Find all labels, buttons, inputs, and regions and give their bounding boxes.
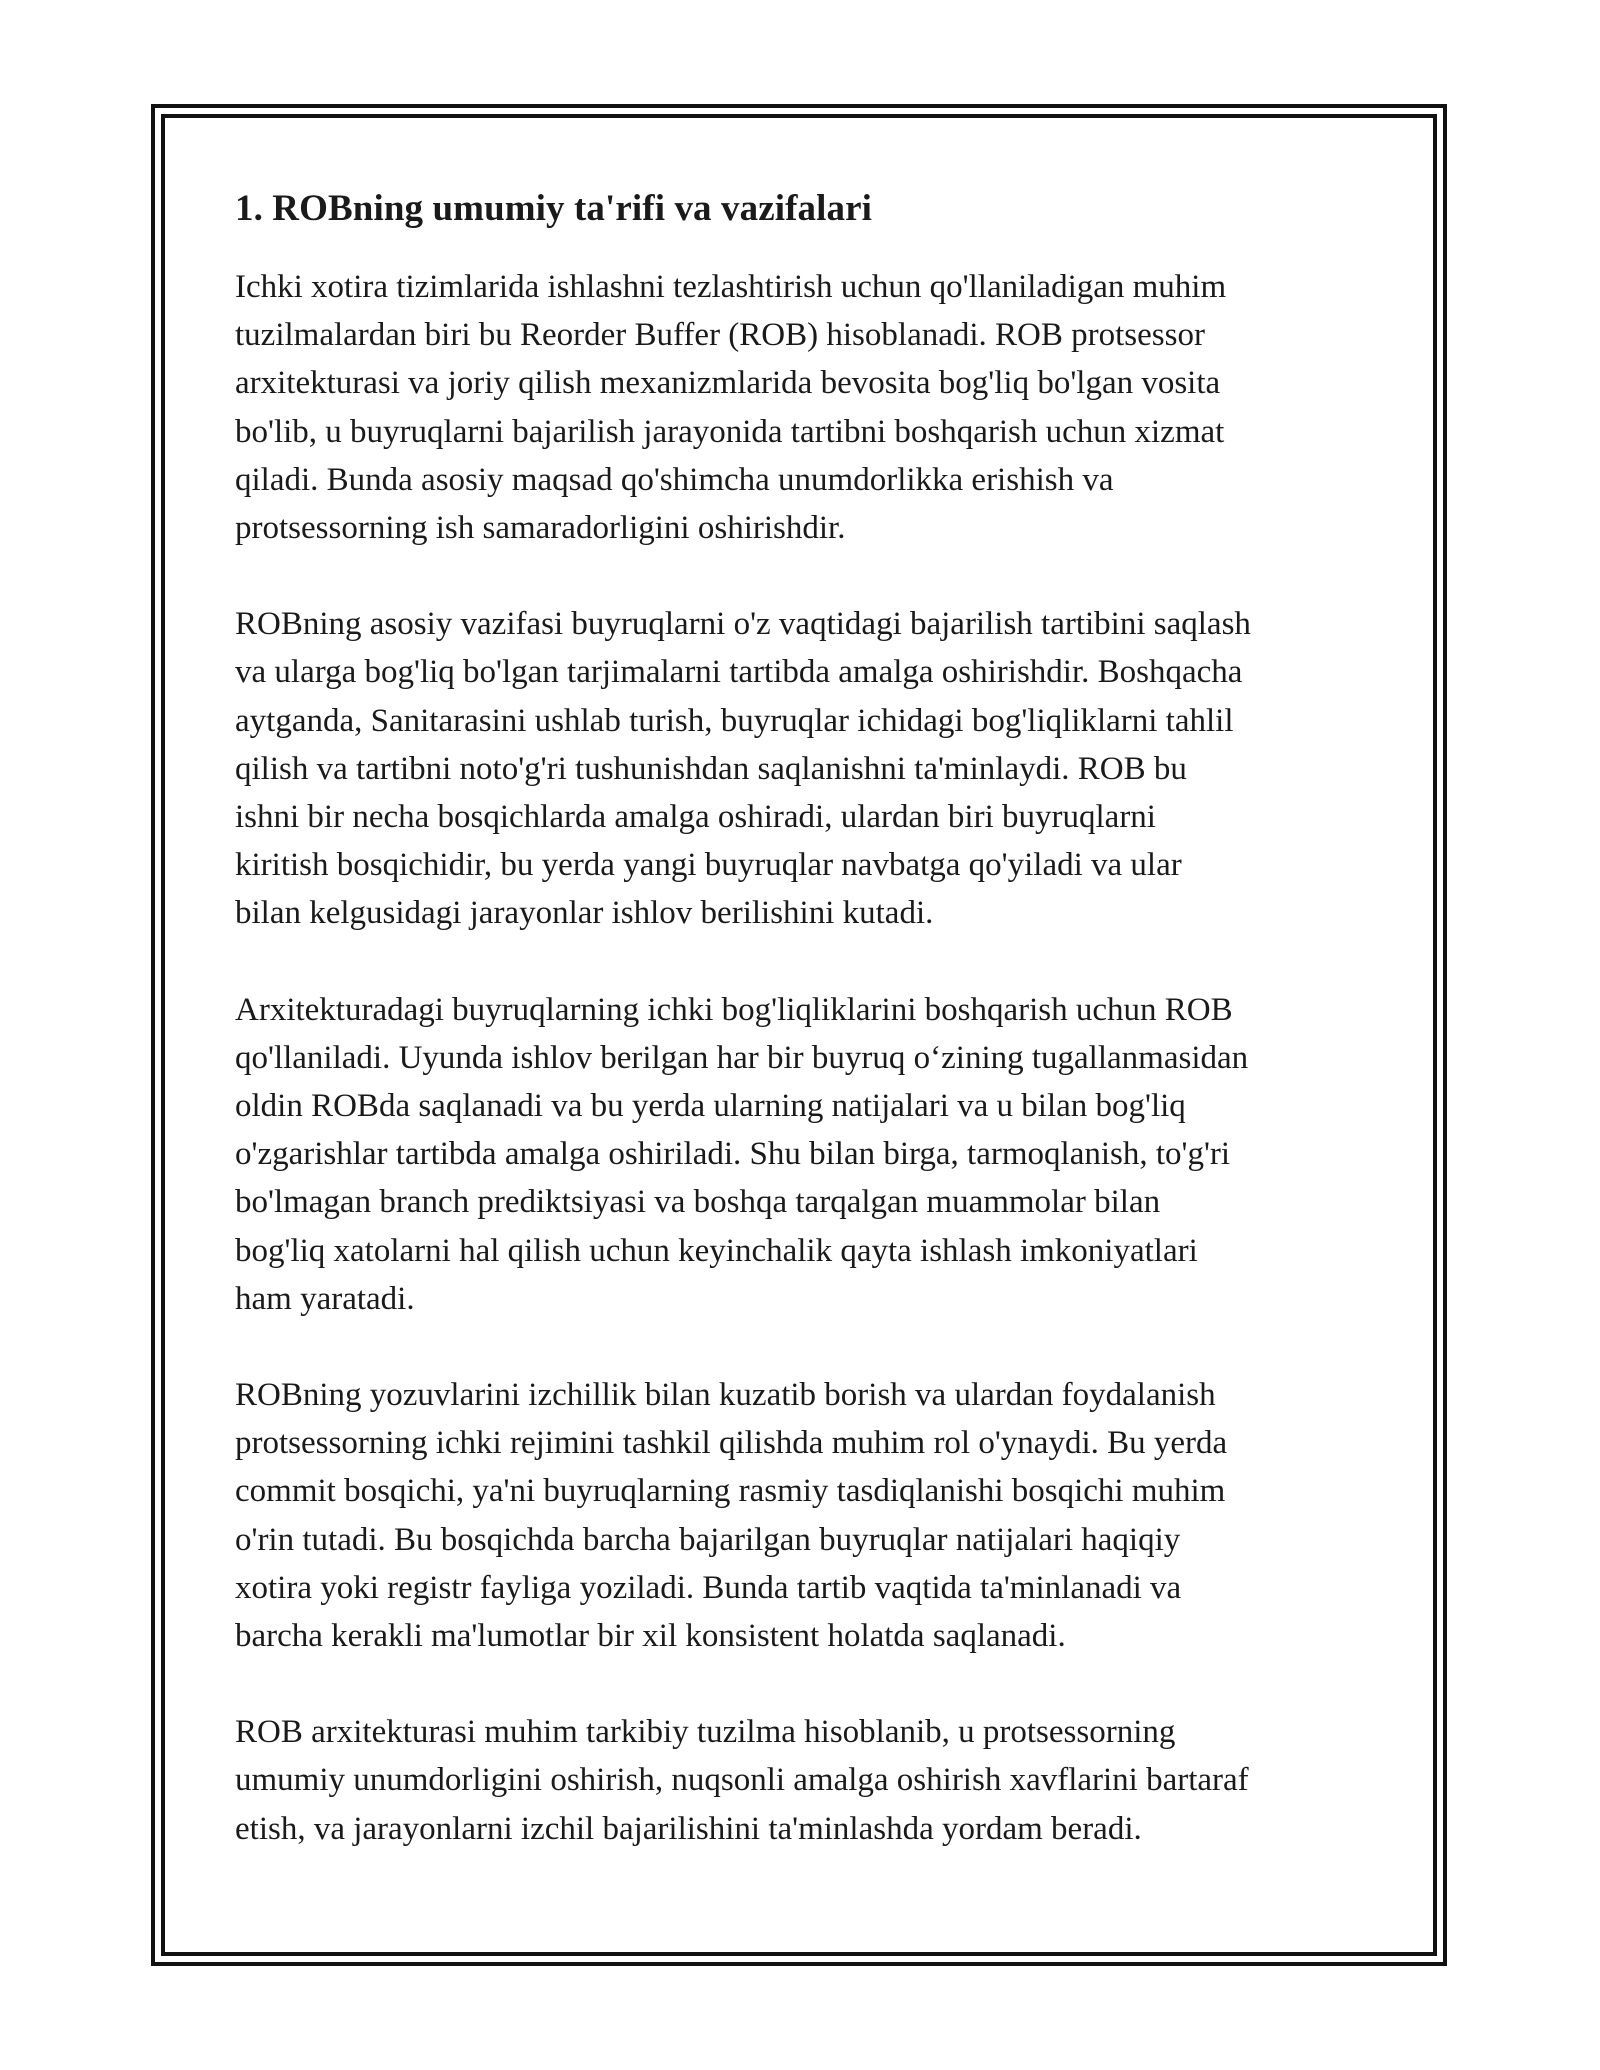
text-line: Ichki xotira tizimlarida ishlashni tezlashtirish uchun qo'llaniladigan muhim — [235, 269, 1227, 305]
text-line: ROBning asosiy vazifasi buyruqlarni o'z vaqtidagi bajarilish tartibini saqlash — [235, 606, 1251, 643]
text-line: protsessorning ish samaradorligini oshirishdir. — [235, 510, 846, 547]
text-line: ishni bir necha bosqichlarda amalga oshiradi, ulardan biri buyruqlarni — [235, 799, 1156, 836]
text-line: ham yaratadi. — [235, 1280, 415, 1317]
document-body — [235, 185, 1375, 1853]
text-line: bo'lmagan branch prediktsiyasi va boshqa tarqalgan muammolar bilan — [235, 1184, 1161, 1221]
text-line: qo'llaniladi. Uyunda ishlov berilgan har bir buyruq o‘zining tugallanmasidan — [235, 1039, 1249, 1076]
text-line: etish, va jarayonlarni izchil bajarilishini ta'minlashda yordam beradi. — [235, 1810, 1142, 1847]
text-line: barcha kerakli ma'lumotlar bir xil konsistent holatda saqlanadi. — [235, 1618, 1066, 1655]
text-line: arxitekturasi va joriy qilish mexanizmlarida bevosita bog'liq bo'lgan vosita — [235, 365, 1221, 402]
text-line: ROB arxitekturasi muhim tarkibiy tuzilma hisoblanib, u protsessorning — [235, 1714, 1176, 1751]
paragraph-5 — [235, 1708, 1375, 1853]
text-line: umumiy unumdorligini oshirish, nuqsonli amalga oshirish xavflarini bartaraf — [235, 1762, 1249, 1799]
text-line: Arxitekturadagi buyruqlarning ichki bog'liqliklarini boshqarish uchun ROB — [235, 991, 1233, 1028]
text-line: o'zgarishlar tartibda amalga oshiriladi. Shu bilan birga, tarmoqlanish, to'g'ri — [235, 1136, 1231, 1173]
text-line: bilan kelgusidagi jarayonlar ishlov berilishini kutadi. — [235, 895, 934, 932]
text-line: aytganda, Sanitarasini ushlab turish, buyruqlar ichidagi bog'liqliklarni tahlil — [235, 702, 1234, 739]
text-line: qiladi. Bunda asosiy maqsad qo'shimcha unumdorlikka erishish va — [235, 461, 1114, 498]
section-heading: 1. ROBning umumiy ta'rifi va vazifalari — [235, 188, 873, 229]
text-line: protsessorning ichki rejimini tashkil qilishda muhim rol o'ynaydi. Bu yerda — [235, 1425, 1228, 1462]
text-line: bog'liq xatolarni hal qilish uchun keyinchalik qayta ishlash imkoniyatlari — [235, 1232, 1198, 1269]
paragraph-4 — [235, 1371, 1375, 1660]
paragraph-3 — [235, 986, 1375, 1323]
text-line: o'rin tutadi. Bu bosqichda barcha bajarilgan buyruqlar natijalari haqiqiy — [235, 1521, 1181, 1558]
paragraph-2 — [235, 600, 1375, 937]
text-line: tuzilmalardan biri bu Reorder Buffer (ROB) hisoblanadi. ROB protsessor — [235, 317, 1205, 354]
text-line: xotira yoki registr fayliga yoziladi. Bunda tartib vaqtida ta'minlanadi va — [235, 1569, 1182, 1606]
text-line: va ularga bog'liq bo'lgan tarjimalarni tartibda amalga oshirishdir. Boshqacha — [235, 654, 1243, 691]
text-line: bo'lib, u buyruqlarni bajarilish jarayonida tartibni boshqarish uchun xizmat — [235, 413, 1225, 450]
text-line: commit bosqichi, ya'ni buyruqlarning rasmiy tasdiqlanishi bosqichi muhim — [235, 1473, 1226, 1510]
text-line: kiritish bosqichidir, bu yerda yangi buyruqlar navbatga qo'yiladi va ular — [235, 847, 1182, 884]
paragraph-1 — [235, 263, 1375, 552]
text-line: qilish va tartibni noto'g'ri tushunishdan saqlanishni ta'minlaydi. ROB bu — [235, 750, 1187, 787]
text-line: ROBning yozuvlarini izchillik bilan kuzatib borish va ulardan foydalanish — [235, 1377, 1216, 1414]
text-line: oldin ROBda saqlanadi va bu yerda ularning natijalari va u bilan bog'liq — [235, 1088, 1186, 1125]
